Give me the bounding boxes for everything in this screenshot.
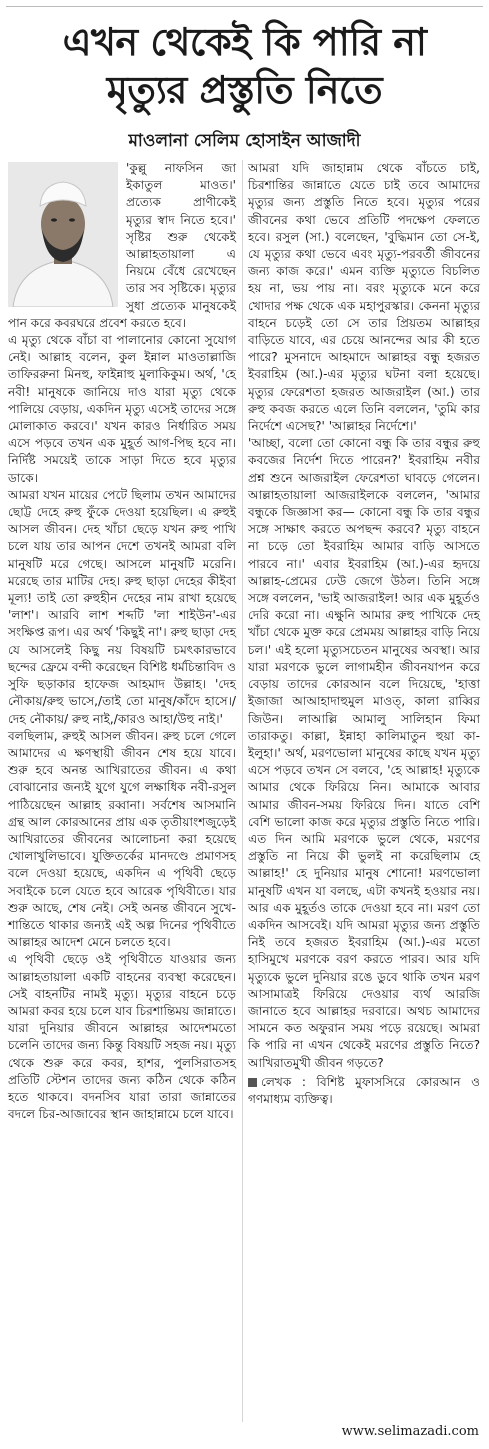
column-divider (242, 160, 243, 1422)
byline: মাওলানা সেলিম হোসাইন আজাদী (128, 131, 361, 151)
website-url: www.selimazadi.com (341, 1424, 479, 1439)
headline-line-2: মৃত্যুর প্রস্তুতি নিতে (106, 68, 383, 112)
square-bullet-icon (248, 1078, 257, 1087)
top-rule (6, 6, 483, 7)
headline-line-1: এখন থেকেই কি পারি না (62, 20, 427, 64)
author-portrait (8, 162, 118, 307)
author-note-text: লেখক : বিশিষ্ট মুফাসসিরে কোরআন ও গণমাধ্যম ব্যক্তিত্ব। (248, 1074, 480, 1106)
left-paragraph-5: এ পৃথিবী ছেড়ে ওই পৃথিবীতে যাওয়ার জন্য আল্লাহতায়ালা একটি বাহনের ব্যবস্থা করেছেন। সেই বাহনটির নামই মৃত্যু। মৃত্যুর বাহনে চড়ে আমরা কবর হয়ে চলে যাব চিরশান্তিময় জান্নাতে। যারা দুনিয়ার জীবনে আল্লাহর আদেশমতো চলেনি তাদের জন্য কিন্তু বিষয়টি সহজ নয়। মৃত্যু থেকে শুরু করে কবর, হাশর, পুলসিরাতসহ প্রতিটি স্টেশন তাদের জন্য কঠিন থেকে কঠিন হতে থাকবে। বদনসিব যারা তারা জান্নাতের বদলে চির-আজাবের স্থান জাহান্নামে চলে যাবে। (8, 952, 236, 1122)
author-note (248, 1074, 480, 1108)
right-column (248, 160, 480, 1108)
right-paragraph-2: 'আচ্ছা, বলো তো কোনো বন্ধু কি তার বন্ধুর রুহু কবজের নির্দেশ দিতে পারেন?' ইবরাহিম নবীর প্রশ্ন শুনে আজরাইল ফেরেশতা ঘাবড়ে গেলেন। আল্লাহতায়ালা আজরাইলকে বললেন, 'আমার বন্ধুকে জিজ্ঞাসা কর— কোনো বন্ধু কি তার বন্ধুর সঙ্গে সাক্ষাৎ করতে অপছন্দ করবে? মৃত্যু বাহনে না চড়ে তো ইবরাহিম আমার বাড়ি আসতে পারবে না।' এবার ইবরাহিম (আ.)-এর হৃদয়ে আল্লাহ-প্রেমের ঢেউ জেগে উঠল। তিনি সঙ্গে সঙ্গে বললেন, 'ভাই আজরাইল! আর এক মুহূর্তও দেরি করো না। এক্ষুনি আমার রুহু পাখিকে দেহ খাঁচা থেকে মুক্ত করে প্রেমময় আল্লাহর বাড়ি নিয়ে চল।' এই হলো মৃত্যুসচেতন মানুষের অবস্থা। আর যারা মরণকে ভুলে লাগামহীন জীবনযাপন করে বেড়ায় তাদের কোরআন বলে দিয়েছে, 'হাত্তা ইজাজা আআহাদাহুমুল মাওত্, কালা রাব্বির জিউন। লাআল্লি আমালু সালিহান ফিমা তারাকতু। কাল্লা, ইন্নাহা কালিমাতুন হুয়া কা-ইলুহা।' অর্থ, মরণভোলা মানুষের কাছে যখন মৃত্যু এসে পড়বে তখন সে বলবে, 'হে আল্লাহ! মৃত্যুকে আমার থেকে ফিরিয়ে নিন। আমাকে আবার আমার জীবন-সময় ফিরিয়ে দিন। যাতে বেশি বেশি ভালো কাজ করে মৃত্যুর প্রস্তুতি নিতে পারি। এত দিন আমি মরণকে ভুলে থেকে, মরণের প্রস্তুতি না নিয়ে কী ভুলই না করেছিলাম হে আল্লাহ!' হে দুনিয়ার মানুষ শোনো! মরণভোলা মানুষটি এখন যা বলছে, এটা কখনই হওয়ার নয়। আর এক মুহূর্তও তাকে দেওয়া হবে না। মরণ তো একদিন আসবেই। যদি আমরা মৃত্যুর জন্য প্রস্তুতি নিই তবে হজরত ইবরাহিম (আ.)-এর মতো হাসিমুখে মরণকে বরণ করতে পারব। আর যদি মৃত্যুকে ভুলে দুনিয়ার রঙে ডুবে থাকি তখন মরণ আসামাত্রই ফিরিয়ে দেওয়ার ব্যর্থ আরজি জানাতে হবে আল্লাহর দরবারে। অথচ আমাদের সামনে কত অফুরান সময় পড়ে রয়েছে। আমরা কি পারি না এখন থেকেই মরণের প্রস্তুতি নিতে? আখিরাতমুখী জীবন গড়তে? (248, 436, 480, 1070)
left-paragraph-3: আমরা যখন মায়ের পেটে ছিলাম তখন আমাদের ছোট্ট দেহে রুহু ফুঁকে দেওয়া হয়েছিল। এ রুহুই আসল জীবন। দেহ খাঁচা ছেড়ে যখন রুহু পাখি চলে যায় তার আপন দেশে তখনই আমরা বলি মানুষটি মরে গেছে। আসলে মানুষটি মরেনি। মরেছে তার মাটির দেহ। রুহু ছাড়া দেহের কীইবা মূল্য! তাই তো রুহুহীন দেহের নাম রাখা হয়েছে 'লাশ'। আরবি লাশ শব্দটি 'লা শাইউন'-এর সংক্ষিপ্ত রূপ। এর অর্থ 'কিছুই না'। রুহু ছাড়া দেহ যে আসলেই কিছু নয় বিষয়টি চমৎকারভাবে ছন্দের ফ্রেমে বন্দী করেছেন বিশিষ্ট ধর্মচিন্তাবিদ ও সুফি ছড়াকার হাফেজ আহমাদ উল্লাহ। 'দেহ নৌকায়/রুহু ভাসে,/তাই তো মানুষ/কাঁদে হাসে।/দেহ নৌকায়/ রুহু নাই,/কারও আহা/উহু নাই।' (8, 487, 236, 726)
right-paragraph-1: আমরা যদি জাহান্নাম থেকে বাঁচতে চাই, চিরশান্তির জান্নাতে যেতে চাই তবে আমাদের মৃত্যুর জন্য প্রস্তুতি নিতে হবে। মৃত্যুর পরের জীবনের কথা ভেবে প্রতিটি পদক্ষেপ ফেলতে হবে। রসুল (সা.) বলেছেন, 'বুদ্ধিমান তো সে-ই, যে মৃত্যুর কথা ভেবে এবং মৃত্যু-পরবর্তী জীবনের জন্য কাজ করে।' এমন ব্যক্তি মৃত্যুতে বিচলিত হয় না, ভয় পায় না। বরং মৃত্যুকে মনে করে খোদার পক্ষ থেকে এক মহাপুরস্কার। কেননা মৃত্যুর বাহনে চড়েই তো সে তার প্রিয়তম আল্লাহর বাড়িতে যাবে, এর চেয়ে আনন্দের আর কী হতে পারে? মুসনাদে আহমাদে আল্লাহর বন্ধু হজরত ইবরাহিম (আ.)-এর মৃত্যুর ঘটনা বলা হয়েছে। মৃত্যুর ফেরেশতা হজরত আজরাইল (আ.) তার রুহু কবজ করতে এলে তিনি বললেন, 'তুমি কার নির্দেশে এসেছ?' 'আল্লাহর নির্দেশে।' (248, 161, 480, 434)
headline (6, 18, 483, 114)
left-paragraph-1: 'কুল্লু নাফসিন জা ইকাতুল মাওত।' প্রত্যেক প্রাণীকেই মৃত্যুর স্বাদ নিতে হবে।' সৃষ্টির শুরু থেকেই আল্লাহতায়ালা এ নিয়মে বেঁধে রেখেছেন তার সব সৃষ্টিকে। মৃত্যুর সুধা প্রত্যেক মানুষকেই পান করে কবরঘরে প্রবেশ করতে হবে। (8, 161, 236, 330)
author-portrait-icon (8, 162, 118, 307)
left-paragraph-2: এ মৃত্যু থেকে বাঁচা বা পালানোর কোনো সুযোগ নেই। আল্লাহ বলেন, কুল ইন্নাল মাওতাল্লাজি তাফিররুনা মিনহু, ফাইন্নাহু মুলাকিকুম। অর্থ, 'হে নবী! মানুষকে জানিয়ে দাও যারা মৃত্যু থেকে পালিয়ে বেড়ায়, একদিন মৃত্যু এসেই তাদের সঙ্গে মোলাকাত করবে।' যখন কারও নির্ধারিত সময় এসে পড়বে তখন এক মুহূর্ত আগ-পিছ হবে না। নির্দিষ্ট সময়েই তাকে সাড়া দিতে হবে মৃত্যুর ডাকে। (8, 333, 236, 485)
left-paragraph-4: বলছিলাম, রুহুই আসল জীবন। রুহু চলে গেলে আমাদের এ ক্ষণস্থায়ী জীবন শেষ হয়ে যাবে। শুরু হবে অনন্ত আখিরাতের জীবন। এ কথা বোঝানোর জন্যই যুগে যুগে লক্ষাধিক নবী-রসুল পাঠিয়েছেন আল্লাহ রব্বানা। সর্বশেষ আসমানি গ্রন্থ আল কোরআনের প্রায় এক তৃতীয়াংশজুড়েই আখিরাতের জীবনের আলোচনা করা হয়েছে খোলাখুলিভাবে। যুক্তিতর্কের মানদণ্ডে প্রমাণসহ বলে দেওয়া হয়েছে, একদিন এ পৃথিবী ছেড়ে সবাইকে চলে যেতে হবে আরেক পৃথিবীতে। যার শুরু আছে, শেষ নেই। সেই অনন্ত জীবনে সুখে-শান্তিতে থাকার জন্যই এই অল্প দিনের পৃথিবীতে আল্লাহর আদেশ মেনে চলতে হবে। (8, 728, 236, 950)
left-column (8, 160, 236, 1123)
